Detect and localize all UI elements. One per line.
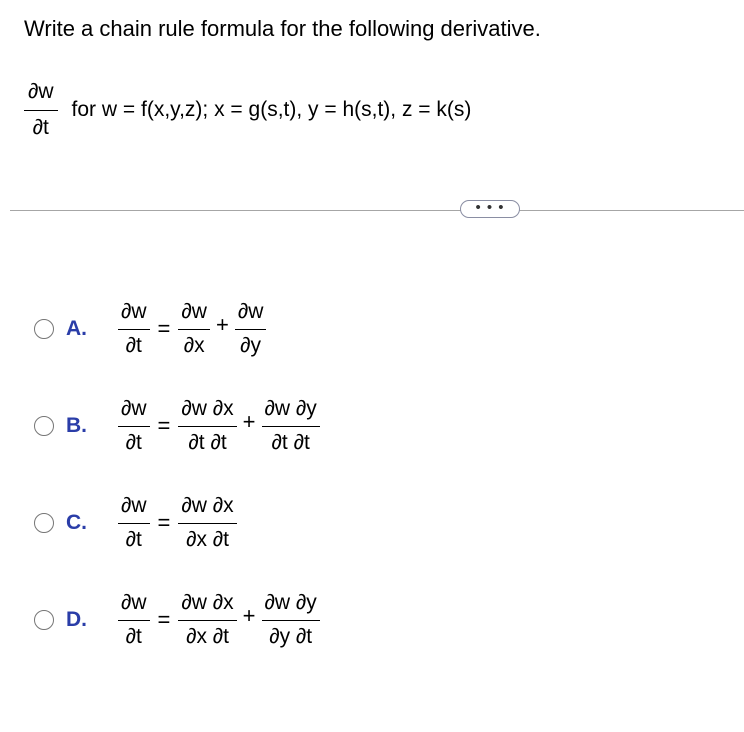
more-options-button[interactable]: • • • [460, 200, 520, 218]
fraction-denominator: ∂y [240, 334, 262, 357]
radio-option-c[interactable] [34, 513, 54, 533]
fraction-numerator: ∂w [121, 397, 147, 420]
fraction-bar [118, 620, 150, 621]
option-d-expression [118, 591, 320, 649]
question-prompt: Write a chain rule formula for the following derivative. [24, 16, 541, 41]
option-letter: C. [66, 511, 87, 534]
fraction-denominator: ∂t [125, 431, 142, 454]
term1-fraction [178, 494, 236, 552]
lhs-fraction [118, 494, 150, 552]
option-letter: B. [66, 414, 87, 437]
fraction-denominator: ∂t [125, 625, 142, 648]
fraction-bar [262, 620, 320, 621]
fraction-denominator: ∂t [32, 116, 49, 139]
option-b-expression [118, 397, 320, 455]
plus-sign: + [242, 409, 256, 434]
fraction-denominator: ∂x [183, 334, 205, 357]
fraction-numerator: ∂w ∂x [181, 397, 234, 420]
plus-sign: + [242, 603, 256, 628]
fraction-numerator: ∂w [237, 300, 264, 323]
term2-fraction [262, 397, 320, 455]
given-functions: for w = f(x,y,z); x = g(s,t), y = h(s,t), z = k(s) [71, 98, 472, 121]
fraction-bar [262, 426, 320, 427]
fraction-denominator: ∂x ∂t [186, 528, 229, 551]
fraction-denominator: ∂x ∂t [186, 625, 229, 648]
fraction-bar [24, 110, 58, 111]
option-a[interactable] [34, 300, 266, 358]
lhs-fraction [118, 591, 150, 649]
option-b[interactable] [34, 397, 320, 455]
fraction-numerator: ∂w ∂y [264, 397, 317, 420]
term2-fraction [262, 591, 320, 649]
lhs-fraction [118, 397, 150, 455]
fraction-numerator: ∂w [181, 300, 207, 323]
radio-option-d[interactable] [34, 610, 54, 630]
fraction-bar [178, 620, 236, 621]
fraction-bar [118, 523, 150, 524]
option-letter: A. [66, 317, 87, 340]
term1-fraction [178, 591, 236, 649]
divider [10, 210, 744, 211]
fraction-bar [178, 523, 236, 524]
fraction-denominator: ∂t [125, 334, 142, 357]
fraction-numerator: ∂w [121, 494, 147, 517]
fraction-numerator: ∂w [28, 80, 54, 103]
fraction-bar [178, 426, 236, 427]
lhs-fraction [118, 300, 150, 358]
fraction-denominator: ∂t ∂t [271, 431, 310, 454]
plus-sign: + [215, 312, 229, 337]
fraction-numerator: ∂w [121, 300, 147, 323]
fraction-bar [118, 426, 150, 427]
term1-fraction [178, 397, 236, 455]
fraction-bar [118, 329, 150, 330]
option-d[interactable] [34, 591, 320, 649]
fraction-bar [178, 329, 210, 330]
fraction-denominator: ∂t [125, 528, 142, 551]
option-a-expression [118, 300, 266, 358]
equals-sign: = [157, 316, 171, 341]
fraction-numerator: ∂w ∂y [264, 591, 317, 614]
option-c[interactable] [34, 494, 237, 552]
fraction-bar [235, 329, 267, 330]
derivative-fraction [24, 80, 58, 140]
option-c-expression [118, 494, 237, 552]
term1-fraction [178, 300, 210, 358]
fraction-denominator: ∂t ∂t [188, 431, 227, 454]
radio-option-a[interactable] [34, 319, 54, 339]
term2-fraction [235, 300, 267, 358]
fraction-denominator: ∂y ∂t [269, 625, 313, 648]
fraction-numerator: ∂w [121, 591, 147, 614]
equals-sign: = [157, 413, 171, 438]
option-letter: D. [66, 608, 87, 631]
equals-sign: = [157, 607, 171, 632]
fraction-numerator: ∂w ∂x [181, 591, 234, 614]
radio-option-b[interactable] [34, 416, 54, 436]
equals-sign: = [157, 510, 171, 535]
given-derivative [24, 80, 471, 140]
fraction-numerator: ∂w ∂x [181, 494, 234, 517]
